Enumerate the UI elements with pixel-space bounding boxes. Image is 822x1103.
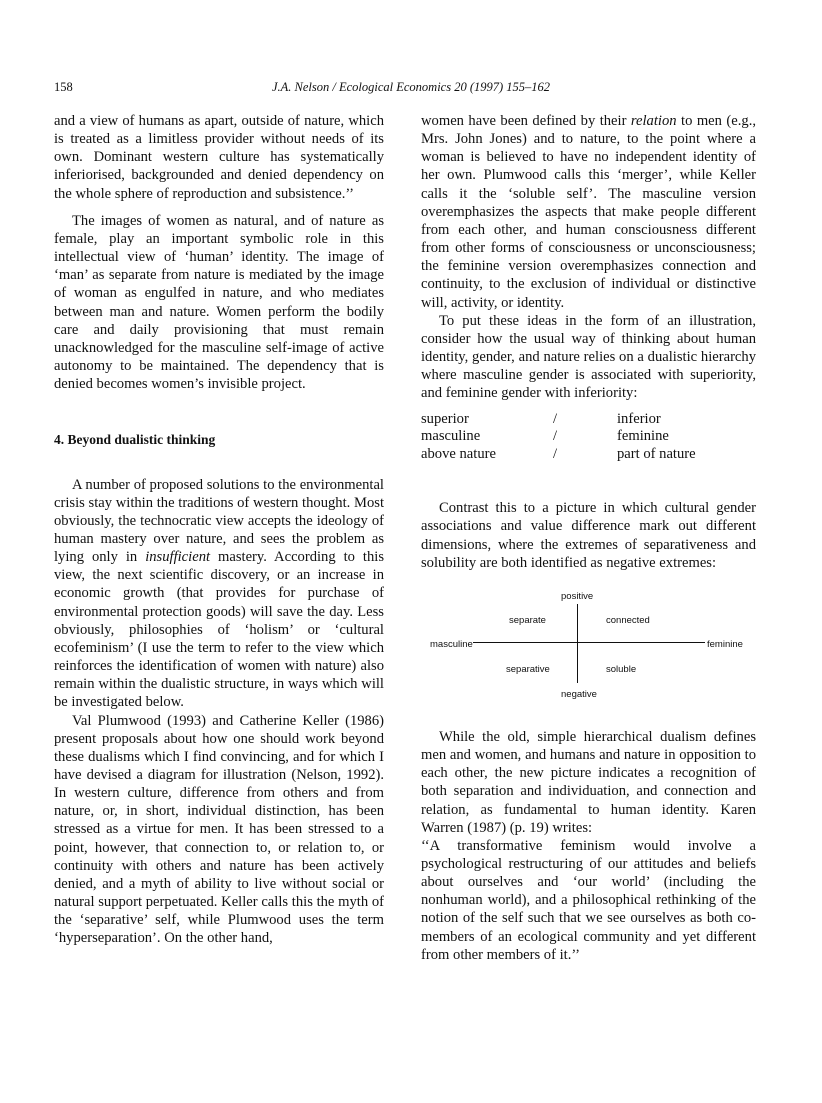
dualism-table: [421, 411, 696, 464]
label-separative: separative: [506, 663, 550, 675]
label-soluble: soluble: [606, 663, 637, 675]
emphasis-relation: relation: [630, 113, 677, 129]
dualism-separator: /: [553, 428, 558, 445]
value-axis-line: [577, 604, 578, 683]
text-run: mastery. According to this view, the next scientific discovery, or an increase in economic growth (that provides for purchase of environmental protection goods) will save the day. Less obviously, philosophies of ‘holism’ or ‘cultural ecofeminism’ (I use the term to refer to the view which reinforces the identification of women with nature) also remain within the dualistic structure, in ways which will be investigated below.: [54, 549, 385, 711]
block-quote-warren: ‘‘A transformative feminism would involve a psychological restructuring of our attitudes and beliefs about ourselves and ‘our world’ (including the nonhuman world), and a philosophical rethinking of the notion of the self such that we see ourselves as both co-members of an ecological community and yet different from other members of it.’’: [421, 837, 756, 963]
paragraph-images-of-women: The images of women as natural, and of nature as female, play an important symbolic role in this intellectual view of ‘human’ identity. The image of ‘man’ as separate from nature is mediated by the image of woman as engulfed in nature, and who mediates between man and nature. Women perform the bodily care and daily provisioning that must remain unacknowledged for the masculine self-image of active autonomy to be maintained. The dependency that is denied becomes women’s invisible project.: [54, 212, 384, 393]
paragraph-illustration-intro: To put these ideas in the form of an illustration, consider how the usual way of thinking about human identity, gender, and nature relies on a dualistic hierarchy where masculine gender is associated with superiority, and feminine gender with inferiority:: [421, 312, 756, 402]
gender-value-diagram: [421, 588, 756, 706]
left-column: [54, 112, 384, 948]
spacer: [421, 463, 756, 499]
label-connected: connected: [606, 614, 650, 626]
label-positive: positive: [561, 590, 594, 602]
paragraph-old-dualism: While the old, simple hierarchical dualism defines men and women, and humans and nature in opposition to each other, the new picture indicates a recognition of both separation and individuation, and connection and relation, as fundamental to human identity. Karen Warren (1987) (p. 19) writes:: [421, 728, 756, 836]
running-head: J.A. Nelson / Ecological Economics 20 (1997) 155–162: [271, 80, 551, 94]
right-column: [421, 112, 756, 964]
gender-axis-line: [473, 642, 705, 643]
dualism-right: part of nature: [617, 445, 696, 462]
label-feminine: feminine: [707, 638, 743, 650]
dualism-row: [421, 446, 696, 464]
dualism-left: superior: [421, 410, 469, 427]
text-run: to men (e.g., Mrs. John Jones) and to nature, to the point where a woman is believed to have no independent identity of her own. Plumwood calls this ‘merger’, while Keller calls it the ‘soluble self’. The masculine version overemphasizes the aspects that make people different from each other, and human consciousness different from other forms of consciousness or unconsciousness; the feminine version overemphasizes connection and continuity, to the exclusion of individual or distinctive will, activity, or identity.: [421, 113, 756, 311]
dualism-row: [421, 411, 696, 429]
paragraph-continued: and a view of humans as apart, outside of nature, which is treated as a limitless provider without needs of its own. Dominant western culture has systematically inferiorised, backgrounded and denied dependency on the whole sphere of reproduction and subsistence.’’: [54, 113, 384, 202]
dualism-right: inferior: [617, 410, 661, 427]
paragraph-plumwood-keller: Val Plumwood (1993) and Catherine Keller (1986) present proposals about how one should work beyond these dualisms which I find convincing, and for which I have devised a diagram for illustration (Nelson, 1992). In western culture, difference from others and from nature, or, in short, individual distinction, has been stressed as a virtue for men. It has been stressed to a point, however, that connection to, or relation to, or continuity with others and nature has been actively denied, and a myth of ability to live without social or natural support perpetuated. Keller calls this the myth of the ‘separative’ self, while Plumwood uses the term ‘hyperseparation’. On the other hand,: [54, 712, 384, 947]
emphasis-insufficient: insufficient: [145, 549, 211, 566]
dualism-separator: /: [553, 445, 558, 462]
section-heading: 4. Beyond dualistic thinking: [54, 432, 216, 448]
text-run: women have been defined by their: [421, 113, 631, 129]
dualism-row: [421, 428, 696, 446]
label-masculine: masculine: [430, 638, 473, 650]
page-header: [54, 80, 768, 96]
text-run: A number of proposed solutions to the environmental crisis stay within the traditions of western thought. Most obviously, the technocratic view accepts the ideology of human mastery over nature, and sees the problem as lying only in: [54, 476, 384, 566]
paragraph-proposed-solutions: [54, 476, 384, 712]
paragraph-contrast: Contrast this to a picture in which cultural gender associations and value difference mark out different dimensions, where the extremes of separativeness and solubility are both identified as negative extremes:: [421, 500, 756, 571]
dualism-left: above nature: [421, 445, 496, 462]
label-separate: separate: [509, 614, 546, 626]
dualism-left: masculine: [421, 428, 481, 445]
paragraph-women-defined: [421, 112, 756, 312]
dualism-separator: /: [553, 410, 558, 427]
page-number: 158: [54, 80, 73, 94]
dualism-right: feminine: [617, 428, 669, 445]
label-negative: negative: [561, 688, 597, 700]
